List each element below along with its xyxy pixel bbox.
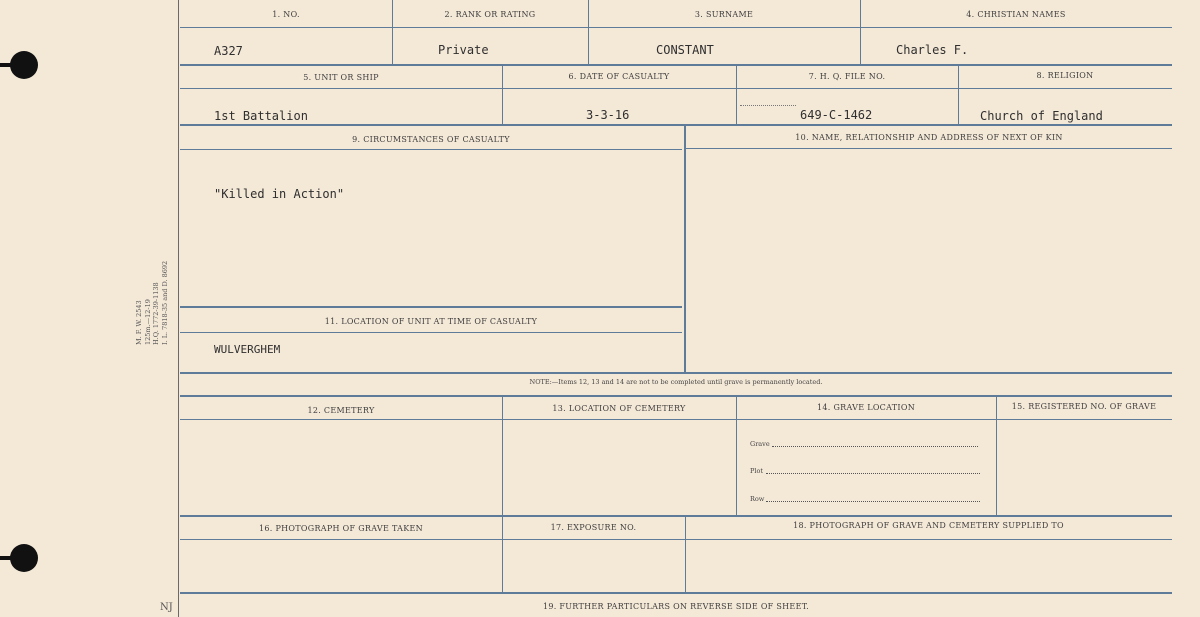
value-religion: Church of England	[980, 109, 1103, 123]
side-print-1: M. F. W. 2543	[135, 300, 143, 345]
label-date: 6. DATE OF CASUALTY	[568, 72, 670, 81]
row-line-label: Row	[750, 495, 765, 503]
punch-hole-bottom	[10, 544, 38, 572]
label-christian-names: 4. CHRISTIAN NAMES	[966, 10, 1066, 19]
value-rank: Private	[438, 43, 489, 57]
value-no: A327	[214, 44, 243, 58]
corner-mark: NJ	[160, 602, 173, 613]
value-date: 3-3-16	[586, 108, 630, 122]
grave-line-label: Grave	[750, 440, 770, 448]
value-surname: CONSTANT	[656, 43, 714, 57]
value-circumstances: "Killed in Action"	[214, 187, 345, 201]
note-text: NOTE:—Items 12, 13 and 14 are not to be completed until grave is permanently located.	[529, 378, 823, 386]
label-cemetery-location: 13. LOCATION OF CEMETERY	[552, 404, 686, 413]
label-registered-no: 15. REGISTERED NO. OF GRAVE	[1011, 402, 1157, 411]
label-exposure: 17. EXPOSURE NO.	[550, 523, 637, 532]
value-christian-names: Charles F.	[896, 43, 969, 57]
label-photo-taken: 16. PHOTOGRAPH OF GRAVE TAKEN	[259, 524, 423, 533]
margin-line	[178, 0, 179, 617]
punch-hole-top	[10, 51, 38, 79]
plot-line-label: Plot	[750, 467, 763, 475]
label-unit: 5. UNIT OR SHIP	[303, 73, 379, 82]
label-circumstances: 9. CIRCUMSTANCES OF CASUALTY	[352, 135, 510, 144]
label-location-unit: 11. LOCATION OF UNIT AT TIME OF CASUALTY	[324, 317, 538, 326]
label-cemetery: 12. CEMETERY	[307, 406, 375, 415]
label-hq-file: 7. H. Q. FILE NO.	[808, 72, 886, 81]
label-surname: 3. SURNAME	[694, 10, 754, 19]
label-grave-location: 14. GRAVE LOCATION	[816, 403, 915, 412]
label-photo-supplied: 18. PHOTOGRAPH OF GRAVE AND CEMETERY SUPPLIED TO	[793, 521, 1064, 530]
side-print-4: I. L. 7818-35 and D. 8692	[161, 260, 169, 345]
side-print-3: H.Q. 1772-39-1138	[152, 282, 160, 345]
side-print-2: 125m.—12-19	[144, 299, 152, 345]
label-next-of-kin: 10. NAME, RELATIONSHIP AND ADDRESS OF NEXT OF KIN	[795, 133, 1063, 142]
label-rank: 2. RANK OR RATING	[444, 10, 536, 19]
label-religion: 8. RELIGION	[1036, 71, 1094, 80]
value-location-unit: WULVERGHEM	[214, 343, 281, 356]
value-hq-file: 649-C-1462	[800, 108, 873, 122]
label-further-particulars: 19. FURTHER PARTICULARS ON REVERSE SIDE OF SHEET.	[542, 602, 810, 611]
value-unit: 1st Battalion	[214, 109, 308, 123]
label-no: 1. NO.	[272, 10, 300, 19]
